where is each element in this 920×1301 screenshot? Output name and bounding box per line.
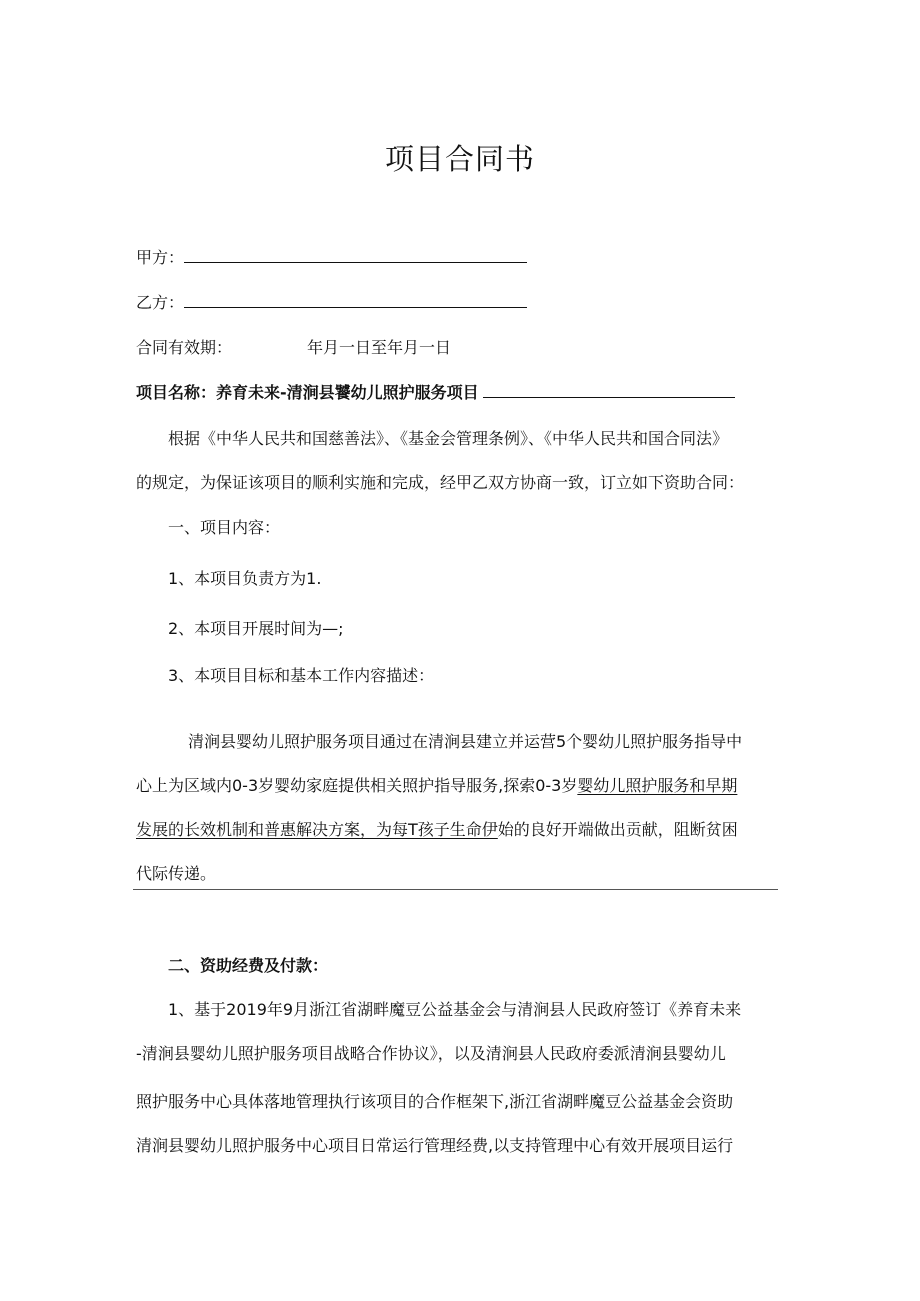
section2-line-4: 清涧县婴幼儿照护服务中心项目日常运行管理经费,以支持管理中心有效开展项目运行 xyxy=(136,1136,734,1155)
section1-heading: 一、项目内容： xyxy=(168,518,281,537)
description-line-2 xyxy=(136,776,737,796)
project-name: 养育未来-清涧县饕幼儿照护服务项目 xyxy=(216,383,479,402)
description-line-2-plain: 心上为区域内0-3岁婴幼家庭提供相关照护指导服务,探索0-3岁 xyxy=(136,776,578,795)
section-divider xyxy=(133,889,778,890)
party-a-label: 甲方： xyxy=(136,248,185,267)
section2-line-3: 照护服务中心具体落地管理执行该项目的合作框架下,浙江省湖畔魔豆公益基金会资助 xyxy=(136,1092,734,1111)
page-title: 项目合同书 xyxy=(384,142,535,176)
project-blank xyxy=(483,383,735,398)
project-label: 项目名称： xyxy=(136,383,217,402)
party-b-row xyxy=(136,293,527,313)
validity-value: 年月一日至年月一日 xyxy=(307,338,452,357)
section1-item-1: 1、本项目负责方为1. xyxy=(168,569,322,588)
section2-heading: 二、资助经费及付款： xyxy=(168,956,329,975)
description-line-4: 代际传递。 xyxy=(136,864,217,883)
section1-item-3: 3、本项目目标和基本工作内容描述： xyxy=(168,666,435,685)
description-line-2-underlined: 婴幼儿照护服务和早期 xyxy=(577,776,738,795)
party-a-row xyxy=(136,248,527,268)
description-line-3 xyxy=(136,820,738,840)
party-a-blank xyxy=(184,248,527,263)
section2-line-1: 1、基于2019年9月浙江省湖畔魔豆公益基金会与清涧县人民政府签订《养育未来 xyxy=(168,1000,742,1019)
section1-item-2: 2、本项目开展时间为—; xyxy=(168,619,344,638)
description-line-3-underlined: 发展的长效机制和普惠解决方案，为每T孩子生命伊 xyxy=(136,820,498,839)
description-line-3-plain: 始的良好开端做出贡献，阻断贫困 xyxy=(497,820,738,839)
intro-line-1: 根据《中华人民共和国慈善法》、《基金会管理条例》、《中华人民共和国合同法》 xyxy=(168,429,729,448)
party-b-label: 乙方： xyxy=(136,293,185,312)
party-b-blank xyxy=(184,293,527,308)
section2-line-2: -清涧县婴幼儿照护服务项目战略合作协议》，以及清涧县人民政府委派清涧县婴幼儿 xyxy=(136,1044,726,1063)
validity-label: 合同有效期： xyxy=(136,338,233,357)
description-line-1: 清涧县婴幼儿照护服务项目通过在清涧县建立并运营5个婴幼儿照护服务指导中 xyxy=(188,732,743,751)
intro-line-2: 的规定，为保证该项目的顺利实施和完成，经甲乙双方协商一致，订立如下资助合同： xyxy=(136,473,745,492)
project-row xyxy=(136,383,735,403)
